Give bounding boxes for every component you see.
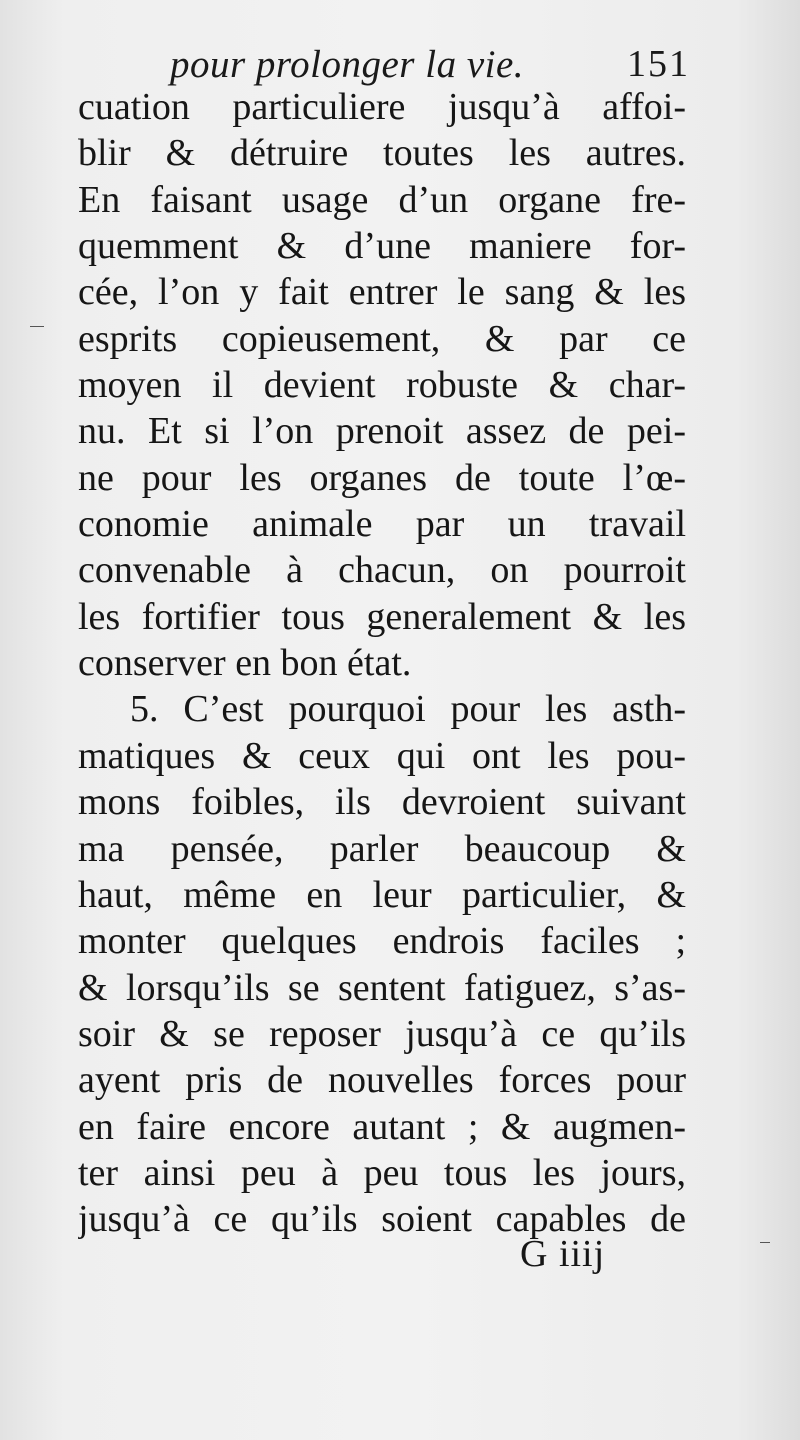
text-line: nu. Et si l’on prenoit assez de pei- [78, 410, 686, 453]
text-line: convenable à chacun, on pourroit [78, 549, 686, 592]
text-line: conomie animale par un travail [78, 503, 686, 546]
margin-mark [30, 326, 44, 327]
running-head: pour prolonger la vie. [170, 43, 525, 86]
text-line: les fortifier tous generalement & les [78, 595, 686, 638]
text-line: matiques & ceux qui ont les pou- [78, 734, 686, 777]
text-line: esprits copieusement, & par ce [78, 317, 686, 360]
text-line: En faisant usage d’un organe fre- [78, 178, 686, 221]
paragraph-start-line: 5. C’est pourquoi pour les asth- [130, 688, 686, 731]
text-line: cuation particuliere jusqu’à affoi- [78, 86, 686, 128]
text-line: ayent pris de nouvelles forces pour [78, 1059, 686, 1102]
text-line: haut, même en leur particulier, & [78, 873, 686, 916]
text-line: mons foibles, ils devroient suivant [78, 781, 686, 824]
text-line: en faire encore autant ; & augmen- [78, 1105, 686, 1148]
text-line: monter quelques endrois faciles ; [78, 920, 686, 963]
page-header [170, 38, 690, 88]
margin-mark [760, 1242, 770, 1243]
text-line: cée, l’on y fait entrer le sang & les [78, 271, 686, 314]
text-line: ne pour les organes de toute l’œ- [78, 456, 686, 499]
text-line: ma pensée, parler beaucoup & [78, 827, 686, 870]
text-line: jusqu’à ce qu’ils soient capables de [78, 1198, 686, 1241]
paragraph-end-line: conserver en bon état. [78, 642, 412, 685]
body-text [78, 84, 686, 1243]
page-number: 151 [627, 43, 690, 85]
text-line: blir & détruire toutes les autres. [78, 132, 686, 175]
text-line: ter ainsi peu à peu tous les jours, [78, 1151, 686, 1194]
text-line: soir & se reposer jusqu’à ce qu’ils [78, 1012, 686, 1055]
text-line: & lorsqu’ils se sentent fatiguez, s’as- [78, 966, 686, 1009]
text-line: quemment & d’une maniere for- [78, 225, 686, 268]
signature-mark: G iiij [520, 1233, 606, 1275]
text-line: moyen il devient robuste & char- [78, 364, 686, 407]
